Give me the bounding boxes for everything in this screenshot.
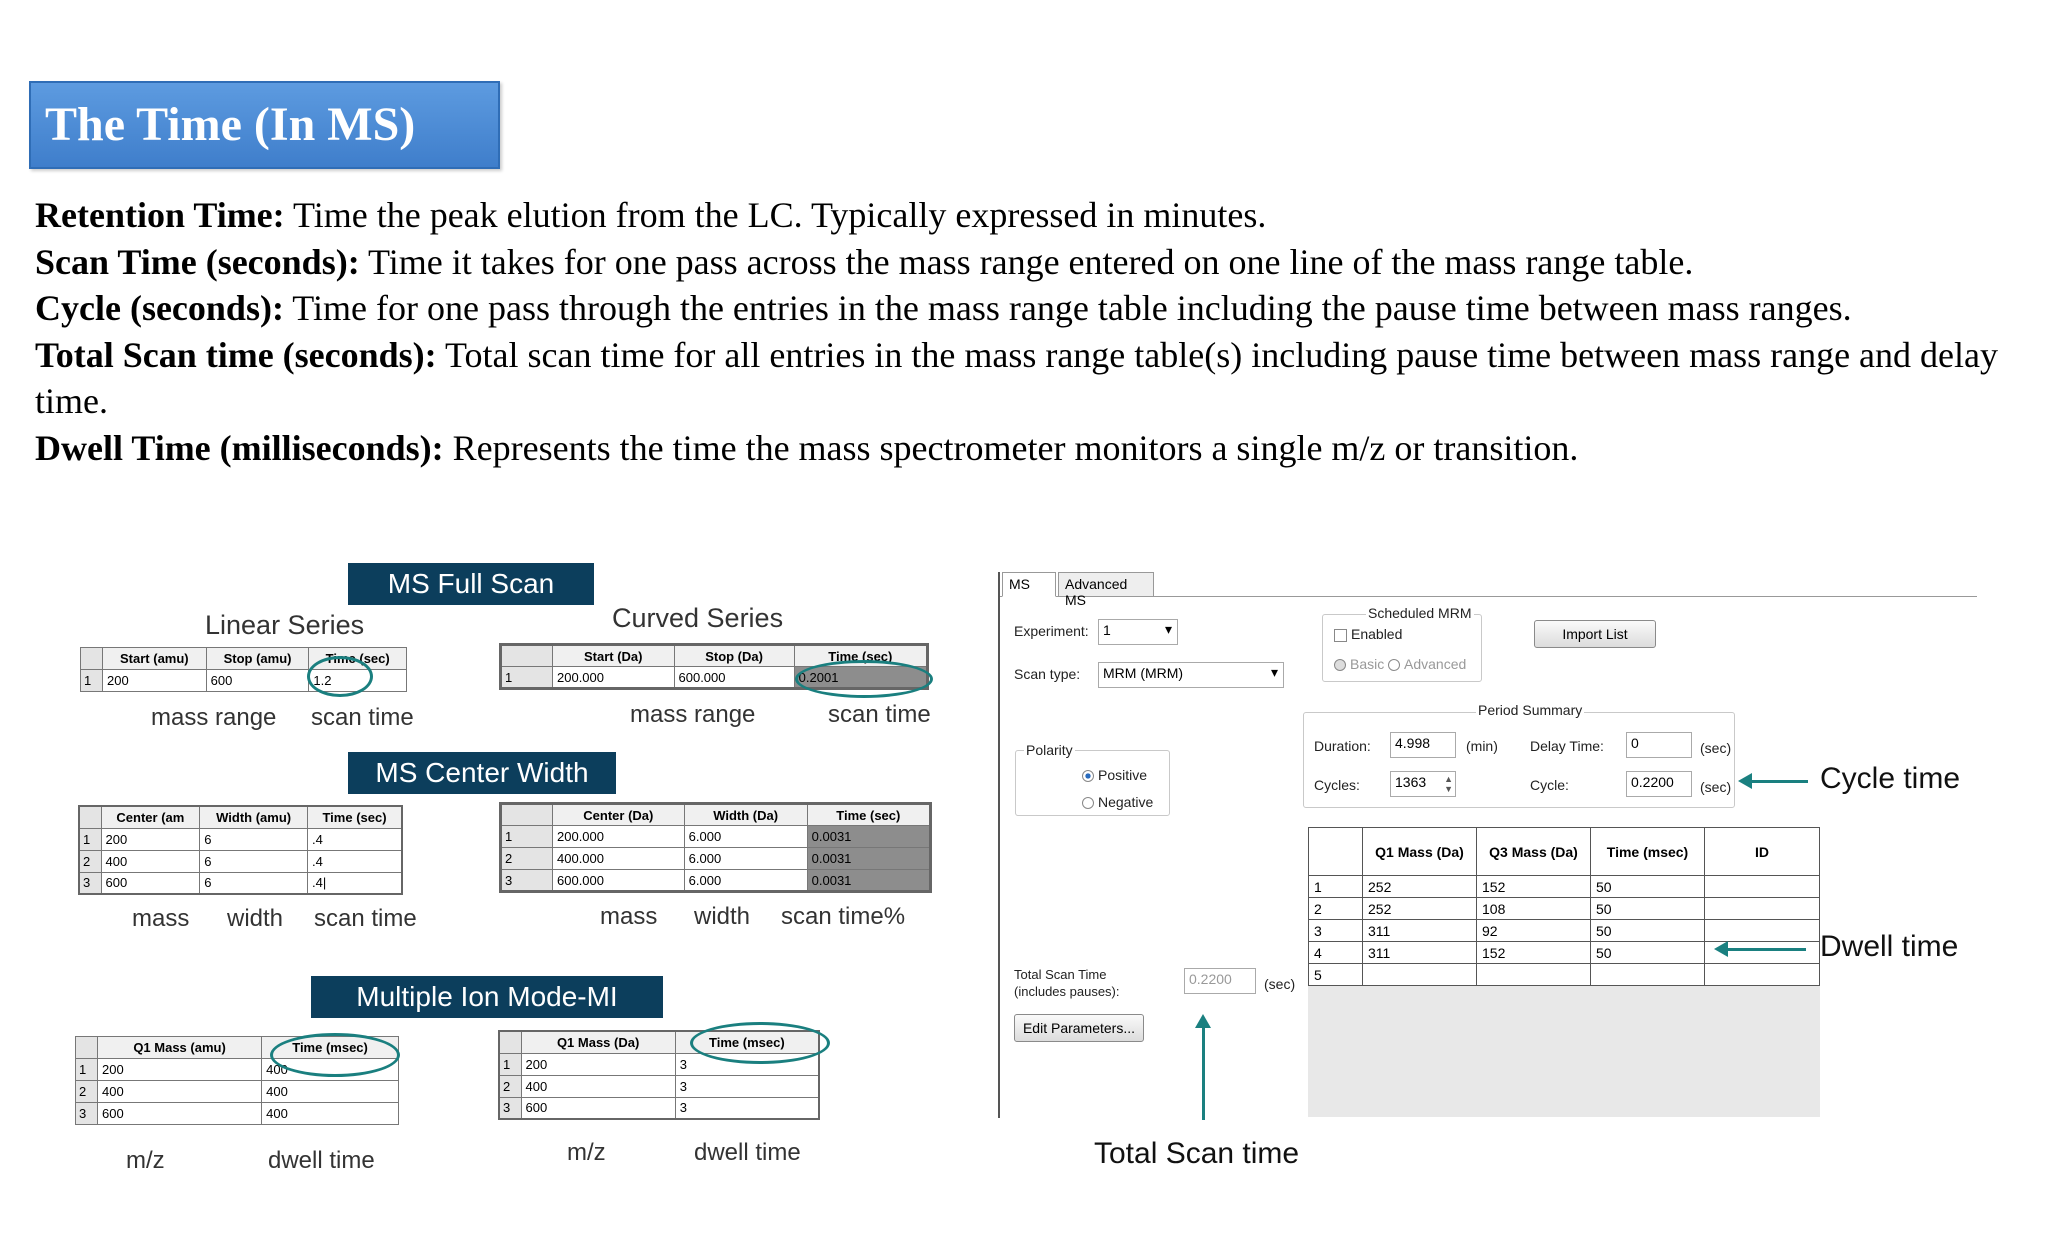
table-row	[79, 850, 402, 872]
center-width-table-right	[499, 802, 932, 893]
highlight-oval	[795, 660, 933, 698]
corner-cell	[81, 648, 103, 670]
total-scan-label-1: Total Scan Time	[1014, 967, 1107, 982]
term: Scan Time (seconds):	[35, 241, 360, 282]
total-scan-label-2: (includes pauses):	[1014, 984, 1120, 999]
table-row[interactable]	[1309, 942, 1820, 964]
caption: mass range	[151, 704, 277, 731]
row-number: 1	[499, 1053, 521, 1075]
cycles-field[interactable]	[1390, 771, 1456, 797]
table-row	[499, 1075, 819, 1097]
cell[interactable]: 200	[521, 1053, 675, 1075]
definition-text: Total scan time for all entries in the mass range table(s) including pause time between mass range and delay time.	[35, 334, 1998, 421]
caption: mass	[132, 905, 190, 932]
cycle-field[interactable]: 0.2200	[1626, 771, 1692, 797]
mim-banner: Multiple Ion Mode-MI	[311, 976, 663, 1018]
basic-radio[interactable]	[1334, 656, 1384, 672]
duration-field[interactable]: 4.998	[1390, 732, 1456, 758]
column-header[interactable]: Q1 Mass (Da)	[1363, 828, 1477, 876]
column-header: Center (am	[101, 806, 200, 828]
advanced-label: Advanced	[1404, 656, 1467, 672]
cell[interactable]: 200	[98, 1059, 262, 1081]
cell[interactable]: 311	[1363, 942, 1477, 964]
cell[interactable]: 400	[521, 1075, 675, 1097]
cell[interactable]: 6	[200, 828, 308, 850]
highlight-oval	[307, 656, 373, 697]
scheduled-mrm-title: Scheduled MRM	[1368, 605, 1472, 621]
cell[interactable]	[1477, 964, 1591, 986]
delay-time-label: Delay Time:	[1530, 738, 1604, 754]
cell[interactable]: 200.000	[553, 826, 685, 848]
arrow-head	[1195, 1014, 1211, 1028]
cell[interactable]: 50	[1591, 898, 1705, 920]
enabled-checkbox[interactable]	[1334, 626, 1402, 642]
cell[interactable]: 1.2	[309, 670, 407, 692]
column-header: Stop (amu)	[206, 648, 309, 670]
cell[interactable]: 400	[262, 1059, 399, 1081]
caption: width	[694, 903, 751, 930]
column-header: Time (sec)	[309, 648, 407, 670]
corner-cell	[1309, 828, 1363, 876]
row-number: 3	[1309, 920, 1363, 942]
corner-cell	[501, 804, 553, 826]
ms-center-width-banner: MS Center Width	[348, 752, 616, 794]
row-number: 1	[501, 667, 553, 689]
delay-time-field[interactable]: 0	[1626, 732, 1692, 758]
experiment-value: 1	[1103, 622, 1111, 638]
cell[interactable]: .4	[308, 850, 402, 872]
table-row[interactable]	[1309, 876, 1820, 898]
row-number: 1	[79, 828, 101, 850]
cell[interactable]: 600	[101, 872, 200, 894]
scan-type-value: MRM (MRM)	[1103, 665, 1184, 681]
scan-type-label: Scan type:	[1014, 666, 1081, 682]
cell[interactable]: 252	[1363, 898, 1477, 920]
delay-unit: (sec)	[1700, 740, 1732, 756]
column-header: Start (amu)	[103, 648, 207, 670]
column-header: Q1 Mass (Da)	[521, 1031, 675, 1053]
curved-series-title: Curved Series	[612, 603, 784, 633]
definitions-list	[35, 192, 2025, 471]
definition-text: Time for one pass through the entries in the mass range table including the pause time between mass ranges.	[283, 288, 1852, 328]
cell[interactable]: 252	[1363, 876, 1477, 898]
cell[interactable]: 600	[206, 670, 309, 692]
table-row	[76, 1103, 399, 1125]
period-summary-title: Period Summary	[1478, 702, 1583, 718]
cell[interactable]	[1705, 964, 1820, 986]
caption: scan time%	[781, 903, 906, 930]
basic-label: Basic	[1350, 656, 1385, 672]
cell[interactable]: 400	[101, 850, 200, 872]
mrm-transition-grid	[1308, 827, 1820, 1117]
caption: m/z	[126, 1147, 165, 1174]
table-row[interactable]	[1309, 898, 1820, 920]
row-number: 1	[76, 1059, 98, 1081]
radio-dot[interactable]	[1082, 770, 1094, 782]
cycles-value: 1363	[1395, 774, 1427, 790]
column-header: Time (sec)	[794, 645, 927, 667]
highlight-oval	[690, 1022, 830, 1064]
column-header: Time (msec)	[262, 1037, 399, 1059]
cell[interactable]: 200.000	[553, 667, 675, 689]
row-number: 4	[1309, 942, 1363, 964]
definition-dwell	[35, 425, 2025, 472]
cell[interactable]: 200	[101, 828, 200, 850]
cell[interactable]: 6.000	[684, 848, 807, 870]
column-header: Stop (Da)	[674, 645, 794, 667]
cycle-unit: (sec)	[1700, 779, 1732, 795]
caption: mass	[600, 903, 658, 930]
row-number: 2	[1309, 898, 1363, 920]
highlight-oval	[270, 1033, 400, 1077]
cell[interactable]: 3	[675, 1097, 819, 1119]
column-header[interactable]: Time (msec)	[1591, 828, 1705, 876]
tab-advanced-ms[interactable]: Advanced MS	[1058, 572, 1154, 596]
table-row[interactable]	[1309, 920, 1820, 942]
corner-cell	[79, 806, 101, 828]
cell[interactable]	[1363, 964, 1477, 986]
column-header: Time (sec)	[308, 806, 402, 828]
cell[interactable]: 92	[1477, 920, 1591, 942]
cycle-arrow-icon	[1742, 780, 1808, 783]
title-banner	[29, 81, 500, 169]
row-number: 3	[499, 1097, 521, 1119]
table-row	[79, 872, 402, 894]
polarity-title: Polarity	[1026, 742, 1073, 758]
row-number: 3	[79, 872, 101, 894]
total-scan-field[interactable]: 0.2200	[1184, 968, 1256, 994]
cell[interactable]: .4|	[308, 872, 402, 894]
column-header[interactable]: Q3 Mass (Da)	[1477, 828, 1591, 876]
cell[interactable]: 311	[1363, 920, 1477, 942]
row-number: 3	[76, 1103, 98, 1125]
definition-cycle	[35, 285, 2025, 332]
experiment-label: Experiment:	[1014, 623, 1089, 639]
definition-retention	[35, 192, 2025, 239]
cell[interactable]: 400	[98, 1081, 262, 1103]
advanced-radio[interactable]	[1388, 656, 1466, 672]
duration-unit: (min)	[1466, 738, 1498, 754]
cell[interactable]: 0.0031	[807, 870, 930, 892]
table-row[interactable]	[1309, 964, 1820, 986]
checkbox-box[interactable]	[1334, 629, 1347, 642]
column-header[interactable]: ID	[1705, 828, 1820, 876]
cycle-time-callout: Cycle time	[1820, 762, 1961, 795]
radio-dot[interactable]	[1334, 659, 1346, 671]
row-number: 2	[76, 1081, 98, 1103]
cell[interactable]: 3	[675, 1075, 819, 1097]
cell[interactable]: 50	[1591, 920, 1705, 942]
negative-radio[interactable]	[1082, 794, 1153, 810]
total-scan-time-callout: Total Scan time	[1094, 1137, 1300, 1170]
corner-cell	[76, 1037, 98, 1059]
table-row	[501, 870, 931, 892]
cell[interactable]: 400.000	[553, 848, 685, 870]
cell[interactable]: 3	[675, 1053, 819, 1075]
table-row	[501, 826, 931, 848]
row-number: 2	[79, 850, 101, 872]
column-header: Time (msec)	[675, 1031, 819, 1053]
caption: scan time	[828, 701, 931, 728]
column-header: Q1 Mass (amu)	[98, 1037, 262, 1059]
page-title: The Time (In MS)	[45, 98, 416, 151]
cell[interactable]: 600	[98, 1103, 262, 1125]
row-number: 1	[501, 826, 553, 848]
corner-cell	[501, 645, 553, 667]
column-header: Start (Da)	[553, 645, 675, 667]
definition-total-scan	[35, 332, 2025, 425]
cell[interactable]: 600.000	[674, 667, 794, 689]
row-number: 5	[1309, 964, 1363, 986]
cell[interactable]: 0.0031	[807, 848, 930, 870]
definition-scan-time	[35, 239, 2025, 286]
spinner-arrows-icon[interactable]: ▲ ▼	[1444, 774, 1453, 794]
enabled-label: Enabled	[1351, 626, 1403, 642]
cell[interactable]: .4	[308, 828, 402, 850]
positive-radio[interactable]	[1082, 767, 1147, 783]
negative-label: Negative	[1098, 794, 1154, 810]
cell[interactable]: 6.000	[684, 826, 807, 848]
caption: scan time	[311, 704, 414, 731]
experiment-select[interactable]	[1098, 619, 1178, 645]
term: Retention Time:	[35, 195, 285, 235]
cell[interactable]	[1591, 964, 1705, 986]
column-header: Width (Da)	[684, 804, 807, 826]
row-number: 3	[501, 870, 553, 892]
cell[interactable]: 6	[200, 872, 308, 894]
caption: scan time	[314, 905, 417, 932]
row-number: 2	[499, 1075, 521, 1097]
ms-full-scan-banner: MS Full Scan	[348, 563, 594, 605]
total-scan-arrow-icon	[1202, 1026, 1205, 1120]
cycles-label: Cycles:	[1314, 777, 1360, 793]
linear-series-title: Linear Series	[205, 610, 365, 640]
column-header: Time (sec)	[807, 804, 930, 826]
cell[interactable]: 50	[1591, 942, 1705, 964]
caption: width	[227, 905, 284, 932]
radio-dot[interactable]	[1388, 659, 1400, 671]
row-number: 1	[1309, 876, 1363, 898]
cycle-label: Cycle:	[1530, 777, 1569, 793]
term: Cycle (seconds):	[35, 288, 284, 328]
dwell-arrow-icon	[1718, 948, 1806, 951]
dwell-time-callout: Dwell time	[1820, 930, 1959, 963]
column-header: Center (Da)	[553, 804, 685, 826]
cell[interactable]: 152	[1477, 942, 1591, 964]
term: Dwell Time (milliseconds):	[35, 427, 444, 468]
table-row	[499, 1097, 819, 1119]
cell[interactable]: 400	[262, 1081, 399, 1103]
cell[interactable]: 152	[1477, 876, 1591, 898]
definition-text: Time the peak elution from the LC. Typically expressed in minutes.	[284, 195, 1267, 235]
row-number: 2	[501, 848, 553, 870]
cell[interactable]	[1705, 876, 1820, 898]
radio-dot[interactable]	[1082, 797, 1094, 809]
row-number: 1	[81, 670, 103, 692]
caption: dwell time	[694, 1139, 801, 1166]
cell[interactable]: 108	[1477, 898, 1591, 920]
table-row	[79, 828, 402, 850]
definition-text: Represents the time the mass spectrometer monitors a single m/z or transition.	[443, 427, 1579, 468]
total-scan-unit: (sec)	[1264, 976, 1296, 992]
cell[interactable]: 600.000	[553, 870, 685, 892]
ms-method-editor	[998, 572, 1975, 1118]
cell[interactable]: 6	[200, 850, 308, 872]
definition-text: Time it takes for one pass across the mass range entered on one line of the mass range table.	[359, 241, 1694, 282]
cell[interactable]: 6.000	[684, 870, 807, 892]
table-row	[501, 848, 931, 870]
duration-label: Duration:	[1314, 738, 1371, 754]
cell[interactable]	[1705, 920, 1820, 942]
caption: mass range	[630, 701, 756, 728]
corner-cell	[499, 1031, 521, 1053]
tab-ms[interactable]: MS	[1002, 572, 1056, 597]
positive-label: Positive	[1098, 767, 1148, 783]
import-list-button[interactable]: Import List	[1534, 620, 1656, 648]
table-row	[76, 1081, 399, 1103]
term: Total Scan time (seconds):	[35, 334, 437, 375]
center-width-table-left	[78, 805, 403, 895]
scan-type-select[interactable]	[1098, 662, 1284, 688]
cell[interactable]: 600	[521, 1097, 675, 1119]
cell[interactable]: 50	[1591, 876, 1705, 898]
edit-parameters-button[interactable]: Edit Parameters...	[1014, 1014, 1144, 1042]
column-header: Width (amu)	[200, 806, 308, 828]
cell[interactable]	[1705, 898, 1820, 920]
caption: dwell time	[268, 1147, 375, 1174]
cell[interactable]: 0.0031	[807, 826, 930, 848]
caption: m/z	[567, 1139, 606, 1166]
cell[interactable]: 200	[103, 670, 207, 692]
cell[interactable]: 400	[262, 1103, 399, 1125]
cell[interactable]: 0.2001	[794, 667, 927, 689]
